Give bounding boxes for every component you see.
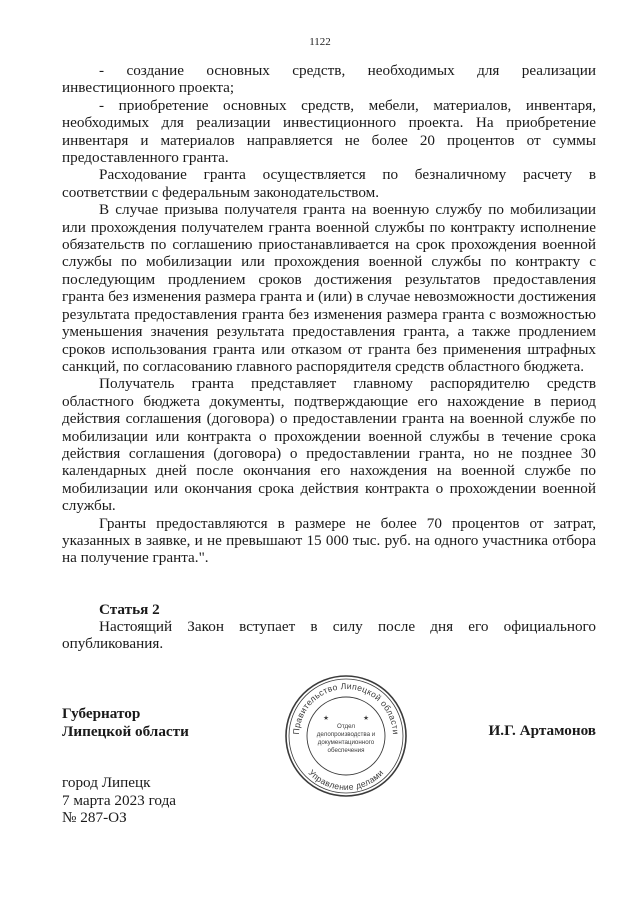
governor-title <box>62 705 189 740</box>
stamp-center-line3: документационного <box>317 739 375 746</box>
paragraph-list-item-1: - создание основных средств, необходимых для реализации инвестиционного проекта; <box>62 62 596 97</box>
official-stamp <box>283 673 409 799</box>
stamp-center-line2: делопроизводства и <box>316 731 376 738</box>
law-number-line: № 287-ОЗ <box>62 809 127 827</box>
paragraph-grant-size: Гранты предоставляются в размере не более 70 процентов от затрат, указанных в заявке, и не превышают 15 000 тыс. руб. на одного участника отбора на получение гранта.". <box>62 514 596 567</box>
signer-name: И.Г. Артамонов <box>488 722 596 739</box>
paragraph-list-item-2: - приобретение основных средств, мебели, материалов, инвентаря, необходимых для реализации инвестиционного проекта. На приобретение инвентаря и материалов направляется не более 20 процентов от суммы предоставленного гранта. <box>62 96 596 167</box>
law-text <box>62 62 596 567</box>
stamp-center-line1: Отдел <box>337 723 355 730</box>
page-number: 1122 <box>309 36 331 48</box>
article-heading: Статья 2 <box>99 601 160 618</box>
stamp-ring-bottom: Управление делами <box>306 767 386 793</box>
paragraph-spending: Расходование гранта осуществляется по безналичному расчету в соответствии с федеральным законодательством. <box>62 166 596 201</box>
paragraph-military-service: В случае призыва получателя гранта на военную службу по мобилизации или прохождения получателем гранта военной службы по контракту исполнение обязательств по соглашению приостанавливается на срок прохождения военной службы по мобилизации или прохождения военной службы по контракту с последующим продлением сроков достижения результатов предоставления гранта без изменения размера гранта и (или) в случае невозможности достижения результата предоставления гранта без изменения размера гранта с возможностью уменьшения значения результата предоставления гранта, а также продлением сроков использования гранта или отказом от гранта без применения штрафных санкций, по согласованию главного распорядителя средств областного бюджета. <box>62 201 596 375</box>
governor-title-line1: Губернатор <box>62 705 141 722</box>
stamp-ring-top: Правительство Липецкой области <box>290 680 402 735</box>
paragraph-documents: Получатель гранта представляет главному распорядителю средств областного бюджета документы, подтверждающие его нахождение в период действия соглашения (договора) о предоставлении гранта на военной службе по мобилизации или контракта о прохождении военной службы в течение срока действия соглашения (договора) о предоставлении гранта, но не позднее 30 календарных дней после окончания его нахождения на военной службе по мобилизации или окончания срока действия контракта о прохождении военной службы. <box>62 375 596 515</box>
svg-text:Управление делами <box>307 767 386 792</box>
stamp-star-left: ★ <box>323 715 329 722</box>
city-line: город Липецк <box>62 774 151 791</box>
place-and-date <box>62 774 176 827</box>
governor-title-line2: Липецкой области <box>62 722 189 740</box>
date-line: 7 марта 2023 года <box>62 791 177 809</box>
stamp-star-right: ★ <box>363 715 369 722</box>
stamp-center-line4: обеспечения <box>327 747 365 754</box>
article-text: Настоящий Закон вступает в силу после дня его официального опубликования. <box>62 618 596 653</box>
